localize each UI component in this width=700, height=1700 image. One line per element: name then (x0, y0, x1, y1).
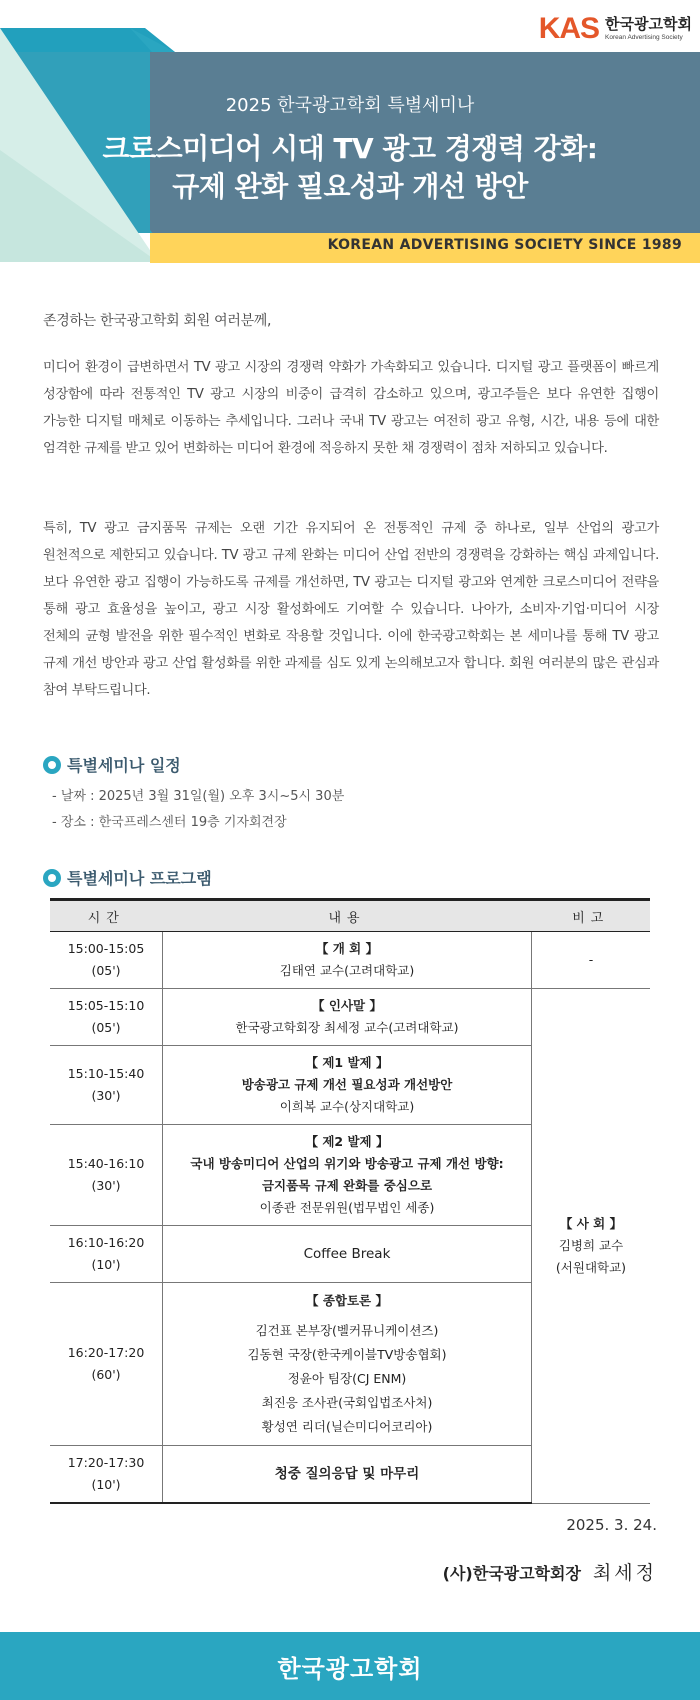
program-table (50, 898, 650, 1504)
row-plain: 청중 질의응답 및 마무리 (163, 1446, 532, 1504)
panelist: 최진응 조사관(국회입법조사처) (261, 1395, 433, 1410)
row-time: 16:10-16:20 (67, 1235, 145, 1250)
signature-org: (사)한국광고학회장 (442, 1564, 581, 1583)
logo-korean: 한국광고학회 (605, 15, 692, 33)
panelist: 김건표 본부장(벨커뮤니케이션즈) (255, 1323, 439, 1338)
kas-logo (539, 14, 692, 44)
row-duration: (05') (91, 963, 121, 978)
since-text: KOREAN ADVERTISING SOCIETY SINCE 1989 (327, 237, 682, 253)
row-line: 이종관 전문위원(법무법인 세종) (259, 1200, 435, 1215)
row-topic-2: 금지품목 규제 완화를 중심으로 (261, 1178, 433, 1193)
seminar-title-line1: 크로스미디어 시대 TV 광고 경쟁력 강화: (102, 132, 598, 165)
row-line: 김태연 교수(고려대학교) (279, 963, 415, 978)
seminar-subtitle: 2025 한국광고학회 특별세미나 (225, 95, 475, 116)
row-topic: 방송광고 규제 개선 필요성과 개선방안 (241, 1077, 453, 1092)
table-row (50, 932, 650, 989)
header (0, 0, 700, 265)
row-heading: 【 제2 발제 】 (305, 1134, 389, 1149)
moderator-name: 김병희 교수 (558, 1237, 624, 1253)
row-time: 15:05-15:10 (67, 998, 145, 1013)
paragraph-2: 특히, TV 광고 금지품목 규제는 오랜 기간 유지되어 온 전통적인 규제 중 하나로, 일부 산업의 광고가 원천적으로 제한되고 있습니다. TV 광고 규제 완화는 미디어 산업 전반의 경쟁력을 강화하는 핵심 과제입니다. 보다 유연한 광고 집행이 가능하도록 규제를 개선하면, TV 광고는 디지털 광고와 연계한 크로스미디어 전략을 통해 광고 효율성을 높이고, 광고 시장 활성화에도 기여할 수 있습니다. 나아가, 소비자·기업·미디어 시장 전체의 균형 발전을 위한 필수적인 변화로 작용할 것입니다. 이에 한국광고학회는 본 세미나를 통해 TV 광고 규제 개선 방안과 광고 산업 활성화를 위한 과제를 심도 있게 논의해보고자 합니다. 회원 여러분의 많은 관심과 참여 부탁드립니다. (43, 521, 659, 698)
logo-mark: KAS (538, 12, 600, 45)
row-plain: Coffee Break (163, 1226, 532, 1283)
row-duration: (05') (91, 1020, 121, 1035)
row-heading: 【 인사말 】 (312, 998, 382, 1013)
panelist: 김동현 국장(한국케이블TV방송협회) (247, 1347, 447, 1362)
row-time: 15:40-16:10 (67, 1156, 145, 1171)
row-time: 16:20-17:20 (67, 1345, 145, 1360)
row-duration: (60') (91, 1367, 121, 1382)
seminar-title-line2: 규제 완화 필요성과 개선 방안 (172, 170, 528, 203)
row-line: 한국광고학회장 최세정 교수(고려대학교) (235, 1020, 459, 1035)
moderator-cell (532, 989, 651, 1504)
schedule-heading (43, 753, 181, 776)
row-heading: 【 제1 발제 】 (305, 1055, 389, 1070)
schedule-date: - 날짜 : 2025년 3월 31일(월) 오후 3시~5시 30분 (52, 789, 345, 804)
program-title: 특별세미나 프로그램 (67, 869, 212, 888)
row-line: 이희복 교수(상지대학교) (279, 1099, 415, 1114)
header-content: 내용 (163, 900, 532, 932)
row-time: 17:20-17:30 (67, 1455, 145, 1470)
moderator-affiliation: (서원대학교) (555, 1259, 627, 1275)
row-time: 15:10-15:40 (67, 1066, 145, 1081)
signature (443, 1558, 657, 1585)
schedule-place: - 장소 : 한국프레스센터 19층 기자회견장 (52, 815, 287, 830)
greeting: 존경하는 한국광고학회 회원 여러분께, (43, 313, 272, 329)
row-duration: (10') (91, 1257, 121, 1272)
header-time: 시간 (50, 900, 163, 932)
footer (0, 1632, 700, 1700)
footer-text: 한국광고학회 (277, 1654, 423, 1683)
table-row (50, 989, 650, 1046)
moderator-heading: 【 사 회 】 (559, 1215, 623, 1231)
program-heading (43, 866, 212, 889)
schedule-title: 특별세미나 일정 (67, 756, 181, 775)
row-heading: 【 개 회 】 (315, 941, 379, 956)
row-duration: (30') (91, 1178, 121, 1193)
bullet-circle-icon (43, 756, 61, 774)
issue-date: 2025. 3. 24. (566, 1516, 657, 1534)
row-time: 15:00-15:05 (67, 941, 145, 956)
logo-english: Korean Advertising Society (605, 34, 683, 41)
header-note: 비고 (532, 900, 651, 932)
row-duration: (10') (91, 1477, 121, 1492)
paragraph-1: 미디어 환경이 급변하면서 TV 광고 시장의 경쟁력 약화가 가속화되고 있습니다. 디지털 광고 플랫폼이 빠르게 성장함에 따라 전통적인 TV 광고 시장의 비중이 급격히 감소하고 있으며, 광고주들은 보다 유연한 집행이 가능한 디지털 매체로 이동하는 추세입니다. 그러나 국내 TV 광고는 여전히 광고 유형, 시간, 내용 등에 대한 엄격한 규제를 받고 있어 변화하는 미디어 환경에 적응하지 못한 채 경쟁력이 점차 저하되고 있습니다. (43, 360, 659, 456)
row-duration: (30') (91, 1088, 121, 1103)
panelist: 황성연 리더(닐슨미디어코리아) (261, 1419, 433, 1434)
row-heading: 【 종합토론 】 (305, 1293, 388, 1308)
panelist: 정윤아 팀장(CJ ENM) (287, 1371, 407, 1386)
bullet-circle-icon (43, 869, 61, 887)
signature-name: 최세정 (592, 1562, 657, 1584)
row-topic: 국내 방송미디어 산업의 위기와 방송광고 규제 개선 방향: (190, 1156, 504, 1171)
row-note: - (532, 932, 651, 989)
